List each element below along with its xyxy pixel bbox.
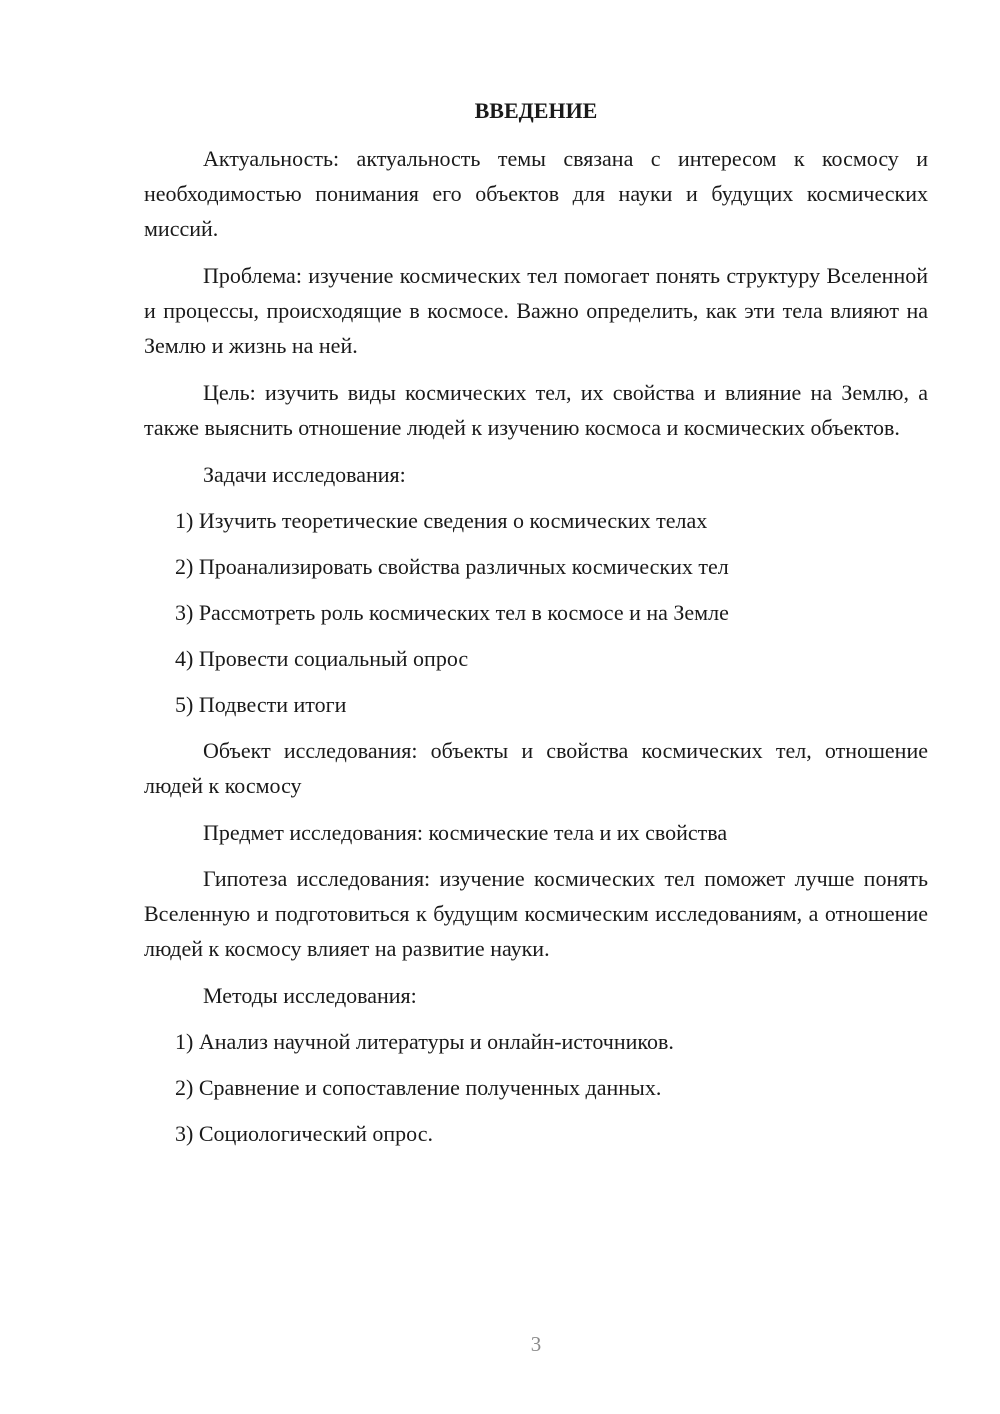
goal-paragraph: Цель: изучить виды космических тел, их свойства и влияние на Землю, а также выяснить отношение людей к изучению космоса и космических объектов. (144, 380, 928, 440)
task-item: 2) Проанализировать свойства различных космических тел (175, 554, 729, 579)
method-item: 1) Анализ научной литературы и онлайн-источников. (175, 1029, 674, 1054)
relevance-paragraph: Актуальность: актуальность темы связана с интересом к космосу и необходимостью понимания его объектов для науки и будущих космических миссий. (144, 146, 928, 241)
document-body (144, 96, 928, 1162)
problem-paragraph: Проблема: изучение космических тел помогает понять структуру Вселенной и процессы, происходящие в космосе. Важно определить, как эти тела влияют на Землю и жизнь на ней. (144, 263, 928, 358)
method-item: 3) Социологический опрос. (175, 1121, 433, 1146)
subject-paragraph: Предмет исследования: космические тела и их свойства (203, 820, 728, 845)
task-item: 1) Изучить теоретические сведения о космических телах (175, 508, 708, 533)
task-item: 3) Рассмотреть роль космических тел в космосе и на Земле (175, 600, 729, 625)
page-number: 3 (530, 1332, 542, 1356)
task-item: 5) Подвести итоги (175, 692, 347, 717)
tasks-label: Задачи исследования: (203, 462, 406, 487)
object-paragraph: Объект исследования: объекты и свойства космических тел, отношение людей к космосу (144, 738, 928, 798)
page-title: ВВЕДЕНИЕ (474, 98, 598, 123)
method-item: 2) Сравнение и сопоставление полученных данных. (175, 1075, 662, 1100)
task-item: 4) Провести социальный опрос (175, 646, 469, 671)
methods-label: Методы исследования: (203, 983, 417, 1008)
hypothesis-paragraph: Гипотеза исследования: изучение космических тел поможет лучше понять Вселенную и подготовиться к будущим космическим исследованиям, а отношение людей к космосу влияет на развитие науки. (144, 866, 928, 961)
